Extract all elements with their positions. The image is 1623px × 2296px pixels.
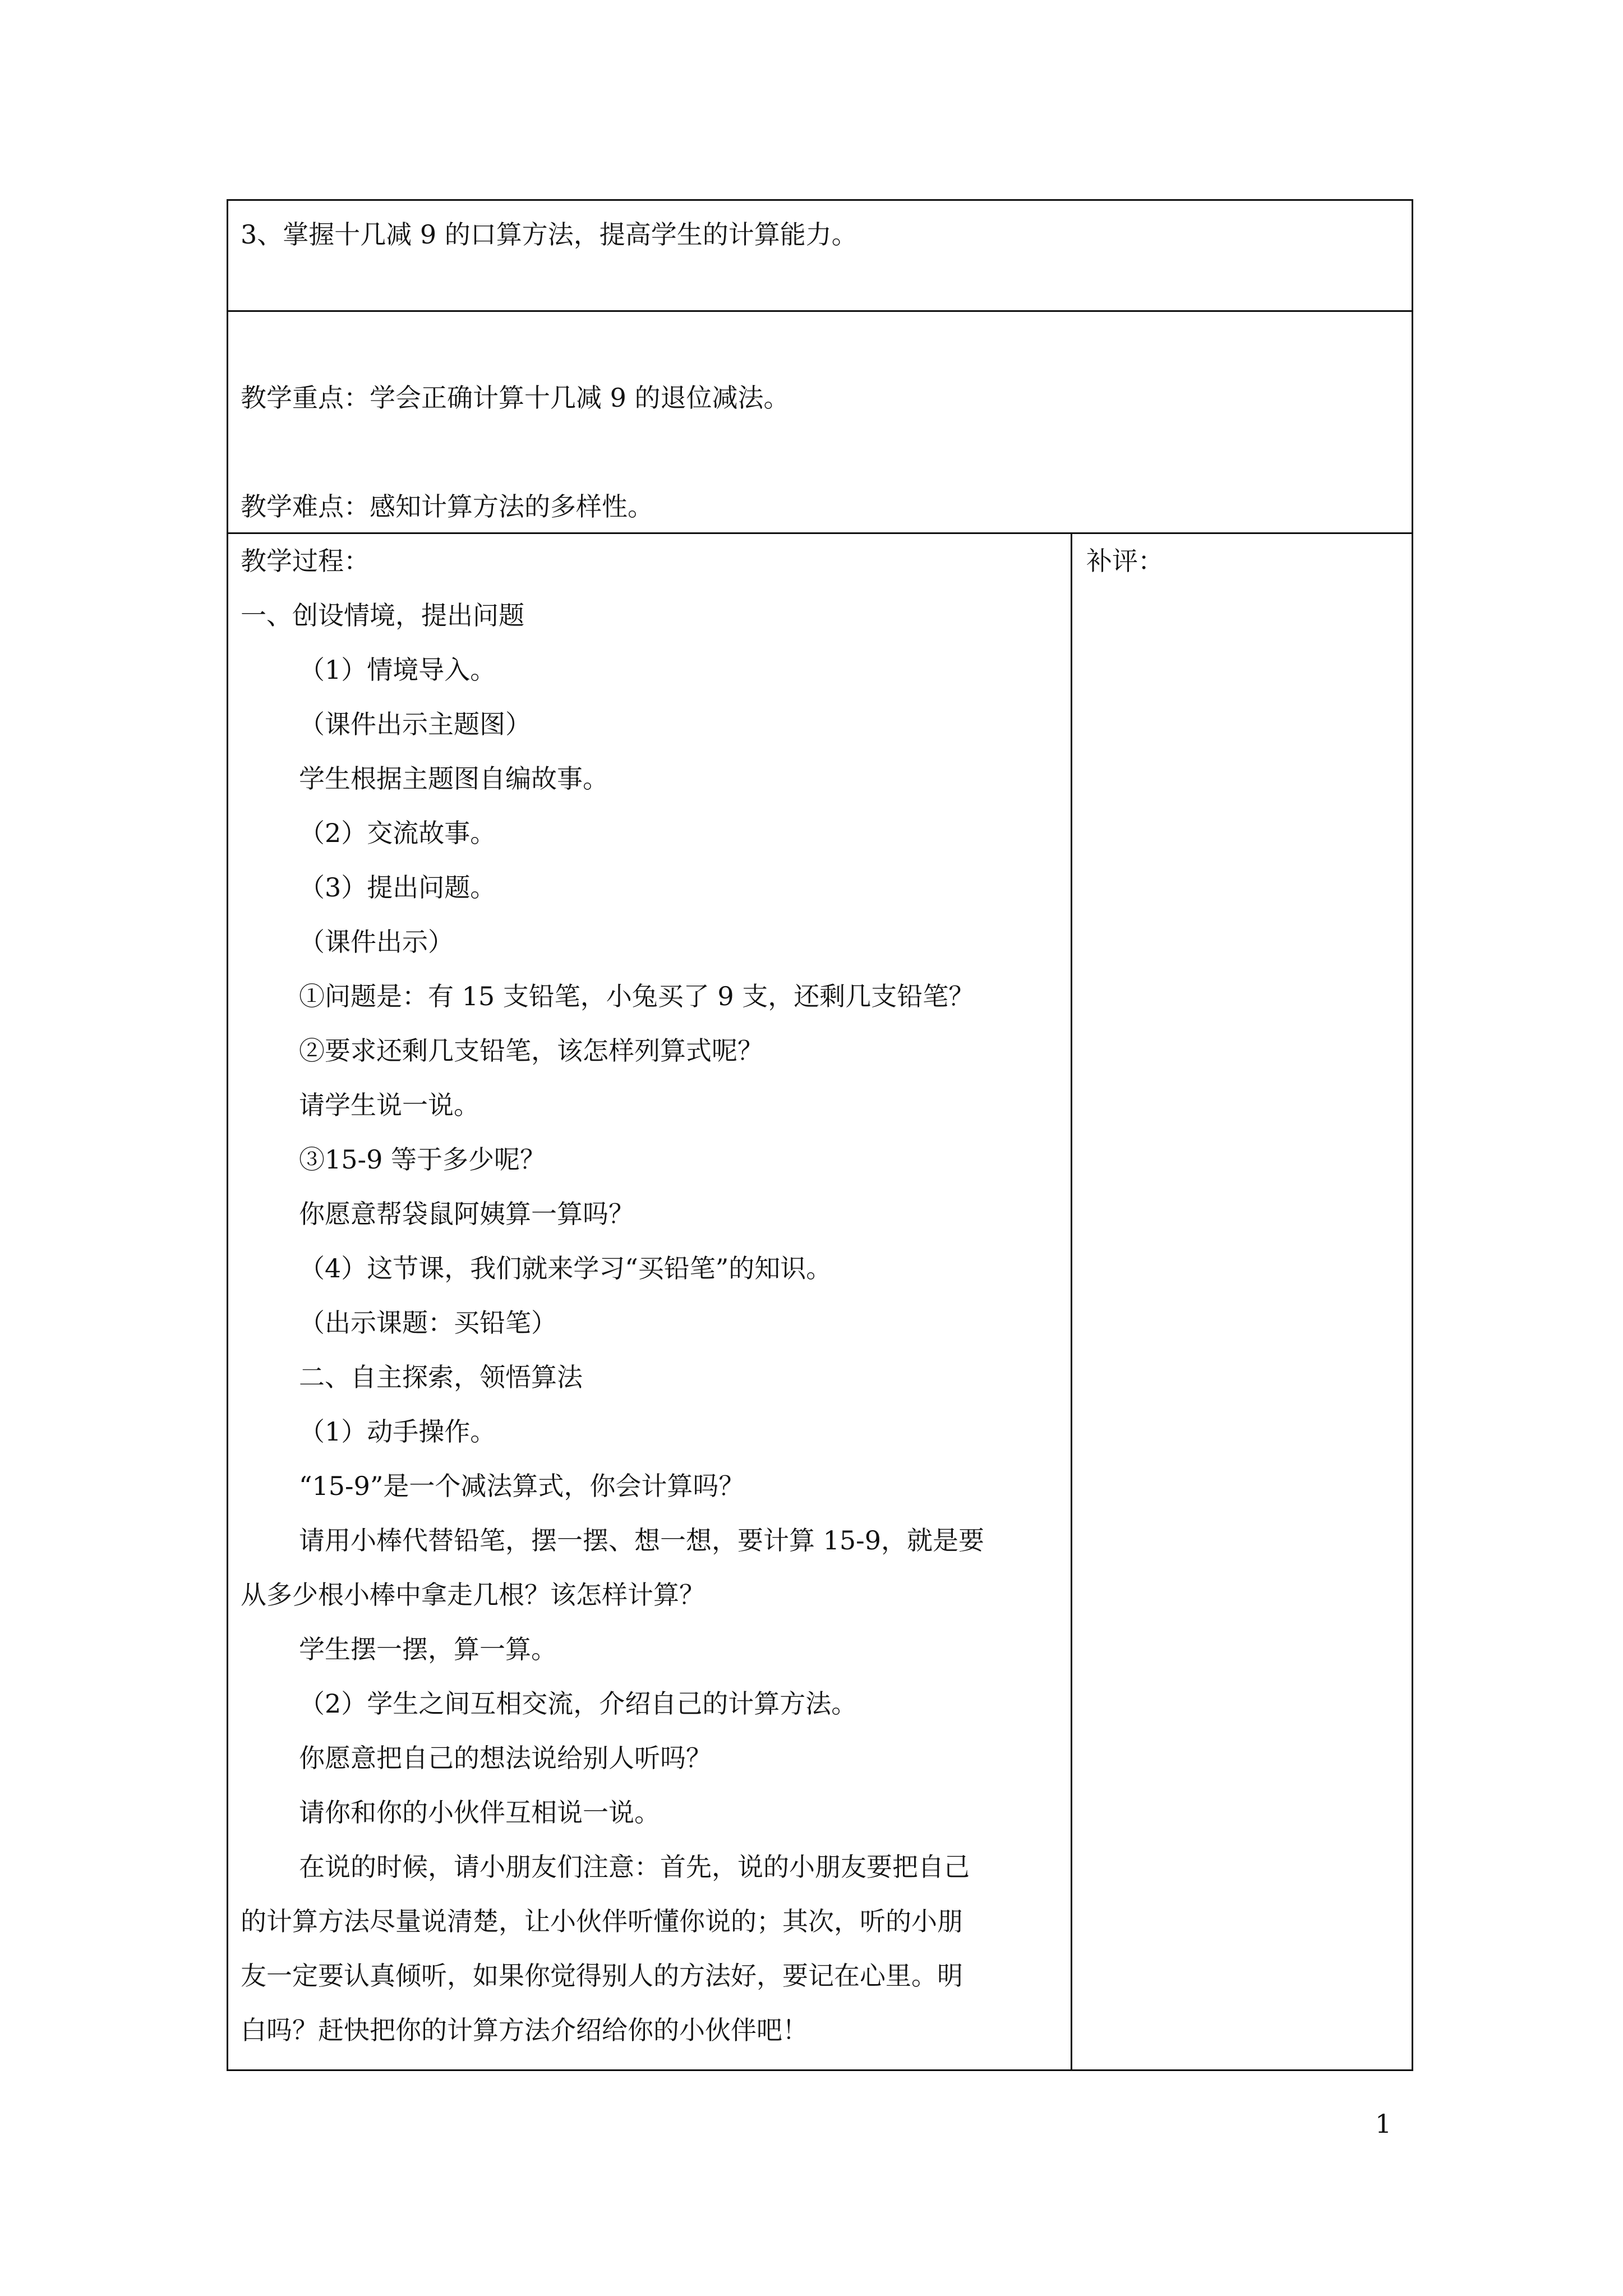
process-line: 请学生说一说。 (299, 1090, 479, 1120)
process-line: 从多少根小棒中拿走几根？该怎样计算？ (241, 1580, 705, 1610)
process-lines (241, 534, 1065, 2058)
process-line: 学生根据主题图自编故事。 (299, 763, 608, 794)
teaching-process-row (228, 534, 1412, 2069)
process-line: 白吗？赶快把你的计算方法介绍给你的小伙伴吧！ (241, 2015, 808, 2045)
process-line: 学生摆一摆，算一算。 (299, 1634, 557, 1664)
process-line: 友一定要认真倾听，如果你觉得别人的方法好，要记在心里。明 (241, 1961, 963, 1991)
comment-label: 补评： (1086, 546, 1164, 576)
process-line: （2）学生之间互相交流，介绍自己的计算方法。 (299, 1688, 857, 1719)
process-line: “15-9”是一个减法算式，你会计算吗？ (299, 1471, 745, 1501)
teaching-focus: 教学重点：学会正确计算十几减 9 的退位减法。 (241, 383, 790, 413)
objective-row (228, 201, 1412, 312)
lesson-plan-table (227, 199, 1413, 2071)
process-line: ②要求还剩几支铅笔，该怎样列算式呢？ (299, 1036, 763, 1066)
process-line: 二、自主探索，领悟算法 (299, 1362, 583, 1392)
process-line: 在说的时候，请小朋友们注意：首先，说的小朋友要把自己 (299, 1852, 970, 1882)
process-heading: 教学过程： (241, 546, 370, 576)
comment-column (1072, 534, 1412, 2069)
process-main-column (228, 534, 1072, 2069)
process-line: ①问题是：有 15 支铅笔，小兔买了 9 支，还剩几支铅笔？ (299, 981, 975, 1011)
process-line: （1）情境导入。 (299, 655, 496, 685)
process-line: ③15-9 等于多少呢？ (299, 1144, 546, 1175)
process-line: 你愿意把自己的想法说给别人听吗？ (299, 1743, 712, 1773)
process-line: （课件出示） (299, 927, 454, 957)
process-line-list (241, 588, 1065, 2058)
objective-text: 3、掌握十几减 9 的口算方法，提高学生的计算能力。 (241, 219, 857, 250)
page-number: 1 (1375, 2109, 1392, 2139)
process-line: 请你和你的小伙伴互相说一说。 (299, 1797, 660, 1828)
process-line: 的计算方法尽量说清楚，让小伙伴听懂你说的；其次，听的小朋 (241, 1906, 963, 1936)
key-points-row (228, 312, 1412, 534)
process-line: （4）这节课，我们就来学习“买铅笔”的知识。 (299, 1253, 832, 1283)
process-line: （1）动手操作。 (299, 1416, 496, 1447)
process-line: 你愿意帮袋鼠阿姨算一算吗？ (299, 1199, 634, 1229)
process-line: （课件出示主题图） (299, 709, 531, 739)
process-line: （2）交流故事。 (299, 818, 496, 848)
process-line: 一、创设情境，提出问题 (241, 600, 524, 631)
process-line: （3）提出问题。 (299, 872, 496, 903)
process-line: （出示课题：买铅笔） (299, 1308, 557, 1338)
teaching-difficulty: 教学难点：感知计算方法的多样性。 (241, 491, 653, 522)
process-line: 请用小棒代替铅笔，摆一摆、想一想，要计算 15-9，就是要 (299, 1525, 984, 1556)
